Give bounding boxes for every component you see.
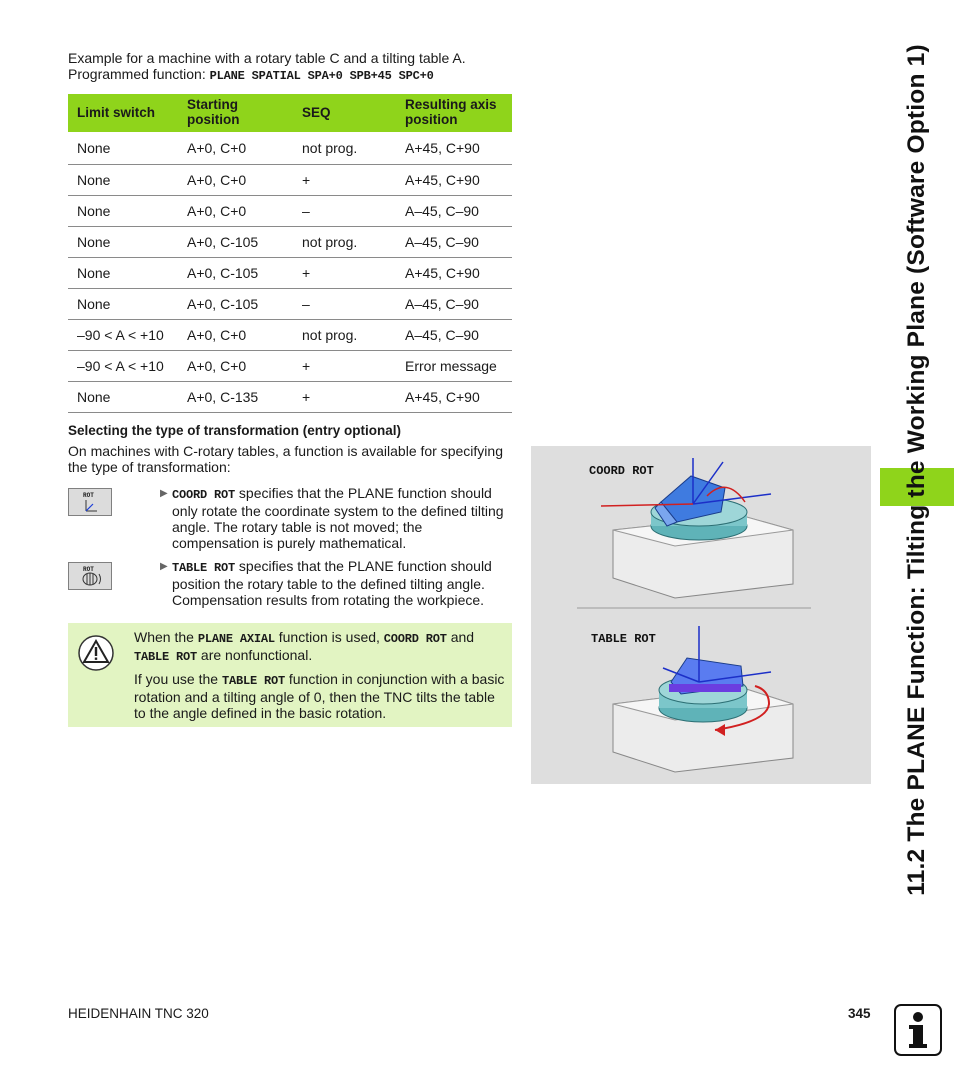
table-cell: Error message bbox=[396, 351, 512, 382]
table-cell: –90 < A < +10 bbox=[68, 351, 178, 382]
table-cell: A+0, C-135 bbox=[178, 382, 293, 413]
header-starting-position: Starting position bbox=[178, 94, 293, 132]
table-cell: A+0, C-105 bbox=[178, 258, 293, 289]
header-seq: SEQ bbox=[293, 94, 396, 132]
bullet-text bbox=[160, 485, 510, 551]
table-row bbox=[68, 227, 512, 258]
chapter-side-title: 11.2 The PLANE Function: Tilting the Working Plane (Software Option 1) bbox=[903, 44, 930, 896]
note-code: TABLE ROT bbox=[134, 650, 198, 664]
bullet-description: specifies that the PLANE function should only rotate the coordinate system to the defined tilting angle. The rotary table is not moved; the compensation is purely mathematical. bbox=[172, 485, 504, 551]
bullet-coord-rot bbox=[160, 485, 510, 551]
rotary-table-icon bbox=[68, 562, 112, 590]
note-code: PLANE AXIAL bbox=[197, 632, 275, 646]
bullet-code: COORD ROT bbox=[172, 488, 236, 502]
table-cell: None bbox=[68, 258, 178, 289]
table-cell: + bbox=[293, 165, 396, 196]
table-cell: A+45, C+90 bbox=[396, 258, 512, 289]
programmed-function-code: PLANE SPATIAL SPA+0 SPB+45 SPC+0 bbox=[209, 69, 434, 83]
table-cell: A+45, C+90 bbox=[396, 165, 512, 196]
table-cell: A+0, C+0 bbox=[178, 351, 293, 382]
intro-prefix: Programmed function: bbox=[68, 66, 210, 82]
table-cell: A+0, C-105 bbox=[178, 289, 293, 320]
table-row bbox=[68, 351, 512, 382]
table-cell: not prog. bbox=[293, 320, 396, 351]
table-cell: A–45, C–90 bbox=[396, 196, 512, 227]
warning-icon bbox=[76, 633, 116, 673]
coord-axes-icon bbox=[68, 488, 112, 516]
note-text: function in conjunction with a basic rotation and a tilting angle of 0, then the TNC tilts the table to the angle defined in the basic rotation. bbox=[134, 671, 505, 721]
note-text: are nonfunctional. bbox=[197, 647, 313, 663]
table-row bbox=[68, 132, 512, 165]
table-row bbox=[68, 165, 512, 196]
intro-line-1: Example for a machine with a rotary table C and a tilting table A. bbox=[68, 50, 466, 66]
footer-product: HEIDENHAIN TNC 320 bbox=[68, 1006, 209, 1021]
note-text: When the bbox=[134, 629, 198, 645]
table-row bbox=[68, 196, 512, 227]
transformation-figure bbox=[531, 446, 871, 784]
header-resulting-position: Resulting axis position bbox=[396, 94, 512, 132]
table-cell: + bbox=[293, 382, 396, 413]
table-cell: None bbox=[68, 196, 178, 227]
table-cell: None bbox=[68, 382, 178, 413]
table-row bbox=[68, 258, 512, 289]
bullet-code: TABLE ROT bbox=[172, 561, 236, 575]
figure-illustration bbox=[531, 446, 871, 784]
table-cell: A–45, C–90 bbox=[396, 289, 512, 320]
figure-bottom-label: TABLE ROT bbox=[591, 632, 656, 646]
table-cell: A+0, C+0 bbox=[178, 320, 293, 351]
figure-top-label: COORD ROT bbox=[589, 464, 654, 478]
table-header-row bbox=[68, 94, 512, 132]
table-cell: None bbox=[68, 132, 178, 165]
table-cell: A–45, C–90 bbox=[396, 320, 512, 351]
bullet-arrow-icon: ▶ bbox=[160, 488, 168, 499]
table-cell: –90 < A < +10 bbox=[68, 320, 178, 351]
table-cell: not prog. bbox=[293, 227, 396, 258]
workpiece-base bbox=[669, 684, 741, 692]
table-cell: A+0, C+0 bbox=[178, 196, 293, 227]
table-rot-softkey[interactable] bbox=[68, 562, 112, 590]
table-cell: + bbox=[293, 351, 396, 382]
softkey-label: ROT bbox=[83, 566, 94, 573]
table-cell: A+0, C+0 bbox=[178, 132, 293, 165]
table-cell: None bbox=[68, 289, 178, 320]
note-text: If you use the bbox=[134, 671, 222, 687]
note-text: function is used, bbox=[274, 629, 384, 645]
limit-switch-table bbox=[68, 94, 512, 413]
header-limit-switch: Limit switch bbox=[68, 94, 178, 132]
info-glyph bbox=[896, 1006, 940, 1054]
info-icon bbox=[894, 1004, 942, 1056]
bullet-arrow-icon: ▶ bbox=[160, 561, 168, 572]
table-row bbox=[68, 320, 512, 351]
section-heading: Selecting the type of transformation (entry optional) bbox=[68, 423, 402, 438]
table-cell: None bbox=[68, 227, 178, 258]
note-box bbox=[68, 623, 512, 727]
table-cell: A+0, C-105 bbox=[178, 227, 293, 258]
table-cell: A+45, C+90 bbox=[396, 382, 512, 413]
table-cell: not prog. bbox=[293, 132, 396, 165]
table-row bbox=[68, 382, 512, 413]
table-cell: – bbox=[293, 196, 396, 227]
note-code: TABLE ROT bbox=[221, 674, 285, 688]
table-cell: A+45, C+90 bbox=[396, 132, 512, 165]
note-paragraph-1 bbox=[134, 629, 506, 665]
softkey-label: ROT bbox=[83, 492, 94, 499]
intro-text bbox=[68, 50, 518, 84]
note-code: COORD ROT bbox=[383, 632, 447, 646]
table-row bbox=[68, 289, 512, 320]
bullet-text bbox=[160, 558, 510, 608]
table-cell: None bbox=[68, 165, 178, 196]
coord-rot-softkey[interactable] bbox=[68, 488, 112, 516]
bullet-table-rot bbox=[160, 558, 510, 608]
table-cell: A+0, C+0 bbox=[178, 165, 293, 196]
note-paragraph-2 bbox=[134, 671, 506, 721]
page-number: 345 bbox=[848, 1006, 871, 1021]
table-cell: A–45, C–90 bbox=[396, 227, 512, 258]
intro-line-2 bbox=[68, 66, 518, 84]
table-cell: + bbox=[293, 258, 396, 289]
bullet-description: specifies that the PLANE function should position the rotary table to the defined tilting angle. Compensation results from rotating the workpiece. bbox=[172, 558, 492, 608]
section-text: On machines with C-rotary tables, a function is available for specifying the type of transformation: bbox=[68, 443, 503, 475]
note-text: and bbox=[446, 629, 475, 645]
table-cell: – bbox=[293, 289, 396, 320]
